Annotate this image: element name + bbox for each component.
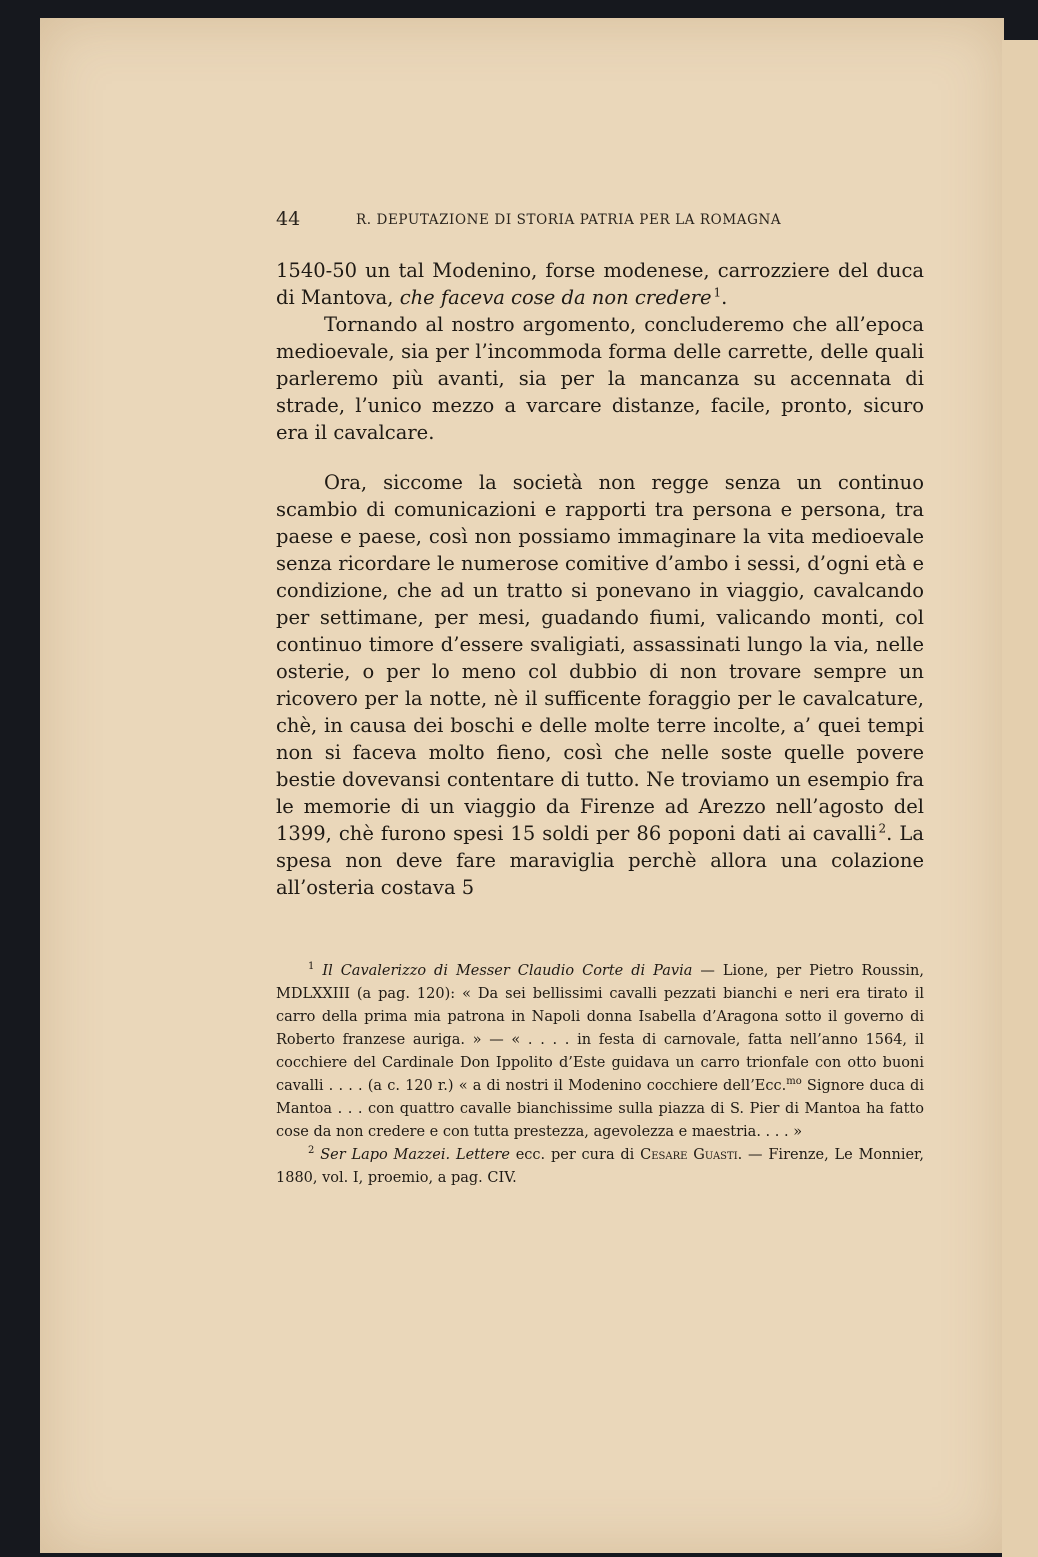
running-head: R. DEPUTAZIONE DI STORIA PATRIA PER LA ROMAGNA xyxy=(356,212,782,228)
page-number: 44 xyxy=(276,208,301,230)
footnote-1: $^1$ Il Cavalerizzo di Messer Claudio Corte di Pavia — Lione, per Pietro Roussin, MDLXXIII (a pag. 120): « Da sei bellissimi cavalli pezzati bianchi e neri era tirato il carro della prima mia patrona in Napoli donna Isabella d’Aragona sotto il governo di Roberto franzese auriga. » — « . . . . in festa di carnovale, fatta nell’anno 1564, il cocchiere del Cardinale Don Ippolito d’Este guidava un carro trionfale con otto buoni cavalli . . . . (a c. 120 r.) « a di nostri il Modenino cocchiere dell’Ecc.$^{mo}$ Signore duca di Mantoa . . . con quattro cavalle bianchissime sulla piazza di S. Pier di Mantoa ha fatto cose da non credere e con tutta prestezza, agevolezza e maestria. . . . » xyxy=(276,961,925,1140)
paragraph-3: Ora, siccome la società non regge senza un continuo scambio di comunicazioni e rapporti tra persona e persona, tra paese e paese, così non possiamo immaginare la vita medioevale senza ricordare le numerose comitive d’ambo i sessi, d’ogni età e condizione, che ad un tratto si ponevano in viaggio, cavalcando per settimane, per mesi, guadando fiumi, valicando monti, col continuo timore d’essere svaligiati, assassinati lungo la via, nelle osterie, o per lo meno col dubbio di non trovare sempre un ricovero per la notte, nè il sufficente foraggio per le cavalcature, chè, in causa dei boschi e delle molte terre incolte, a’ quei tempi non si faceva molto fieno, così che nelle soste quelle povere bestie dovevansi contentare di tutto. Ne troviamo un esempio fra le memorie di un viaggio da Firenze ad Arezzo nell’agosto del 1399, chè furono spesi 15 soldi per 86 poponi dati ai cavalli $^2$. La spesa non deve fare maraviglia perchè allora una colazione all’osteria costava 5 xyxy=(276,471,924,899)
main-text xyxy=(276,257,924,901)
footnote-2: $^2$ Ser Lapo Mazzei. Lettere ecc. per cura di Cesare Guasti. — Firenze, Le Monnier, 1880, vol. I, proemio, a pag. CIV. xyxy=(276,1145,924,1186)
footnote-ref-2: 2 xyxy=(878,821,887,836)
page-header xyxy=(276,208,924,238)
paragraph-2: Tornando al nostro argomento, concluderemo che all’epoca medioevale, sia per l’incommoda forma delle carrette, delle quali parleremo più avanti, sia per la mancanza su accennata di strade, l’unico mezzo a varcare distanze, facile, pronto, sicuro era il cavalcare. xyxy=(276,313,924,444)
paragraph-1: 1540-50 un tal Modenino, forse modenese, carrozziere del duca di Mantova, che faceva cose da non credere $^1$. xyxy=(276,259,924,309)
footnote-ref-1: 1 xyxy=(713,285,722,300)
italic-quote: che faceva cose da non credere xyxy=(399,286,712,309)
adjacent-page-edge xyxy=(1002,40,1038,1557)
footnotes xyxy=(276,960,924,1190)
